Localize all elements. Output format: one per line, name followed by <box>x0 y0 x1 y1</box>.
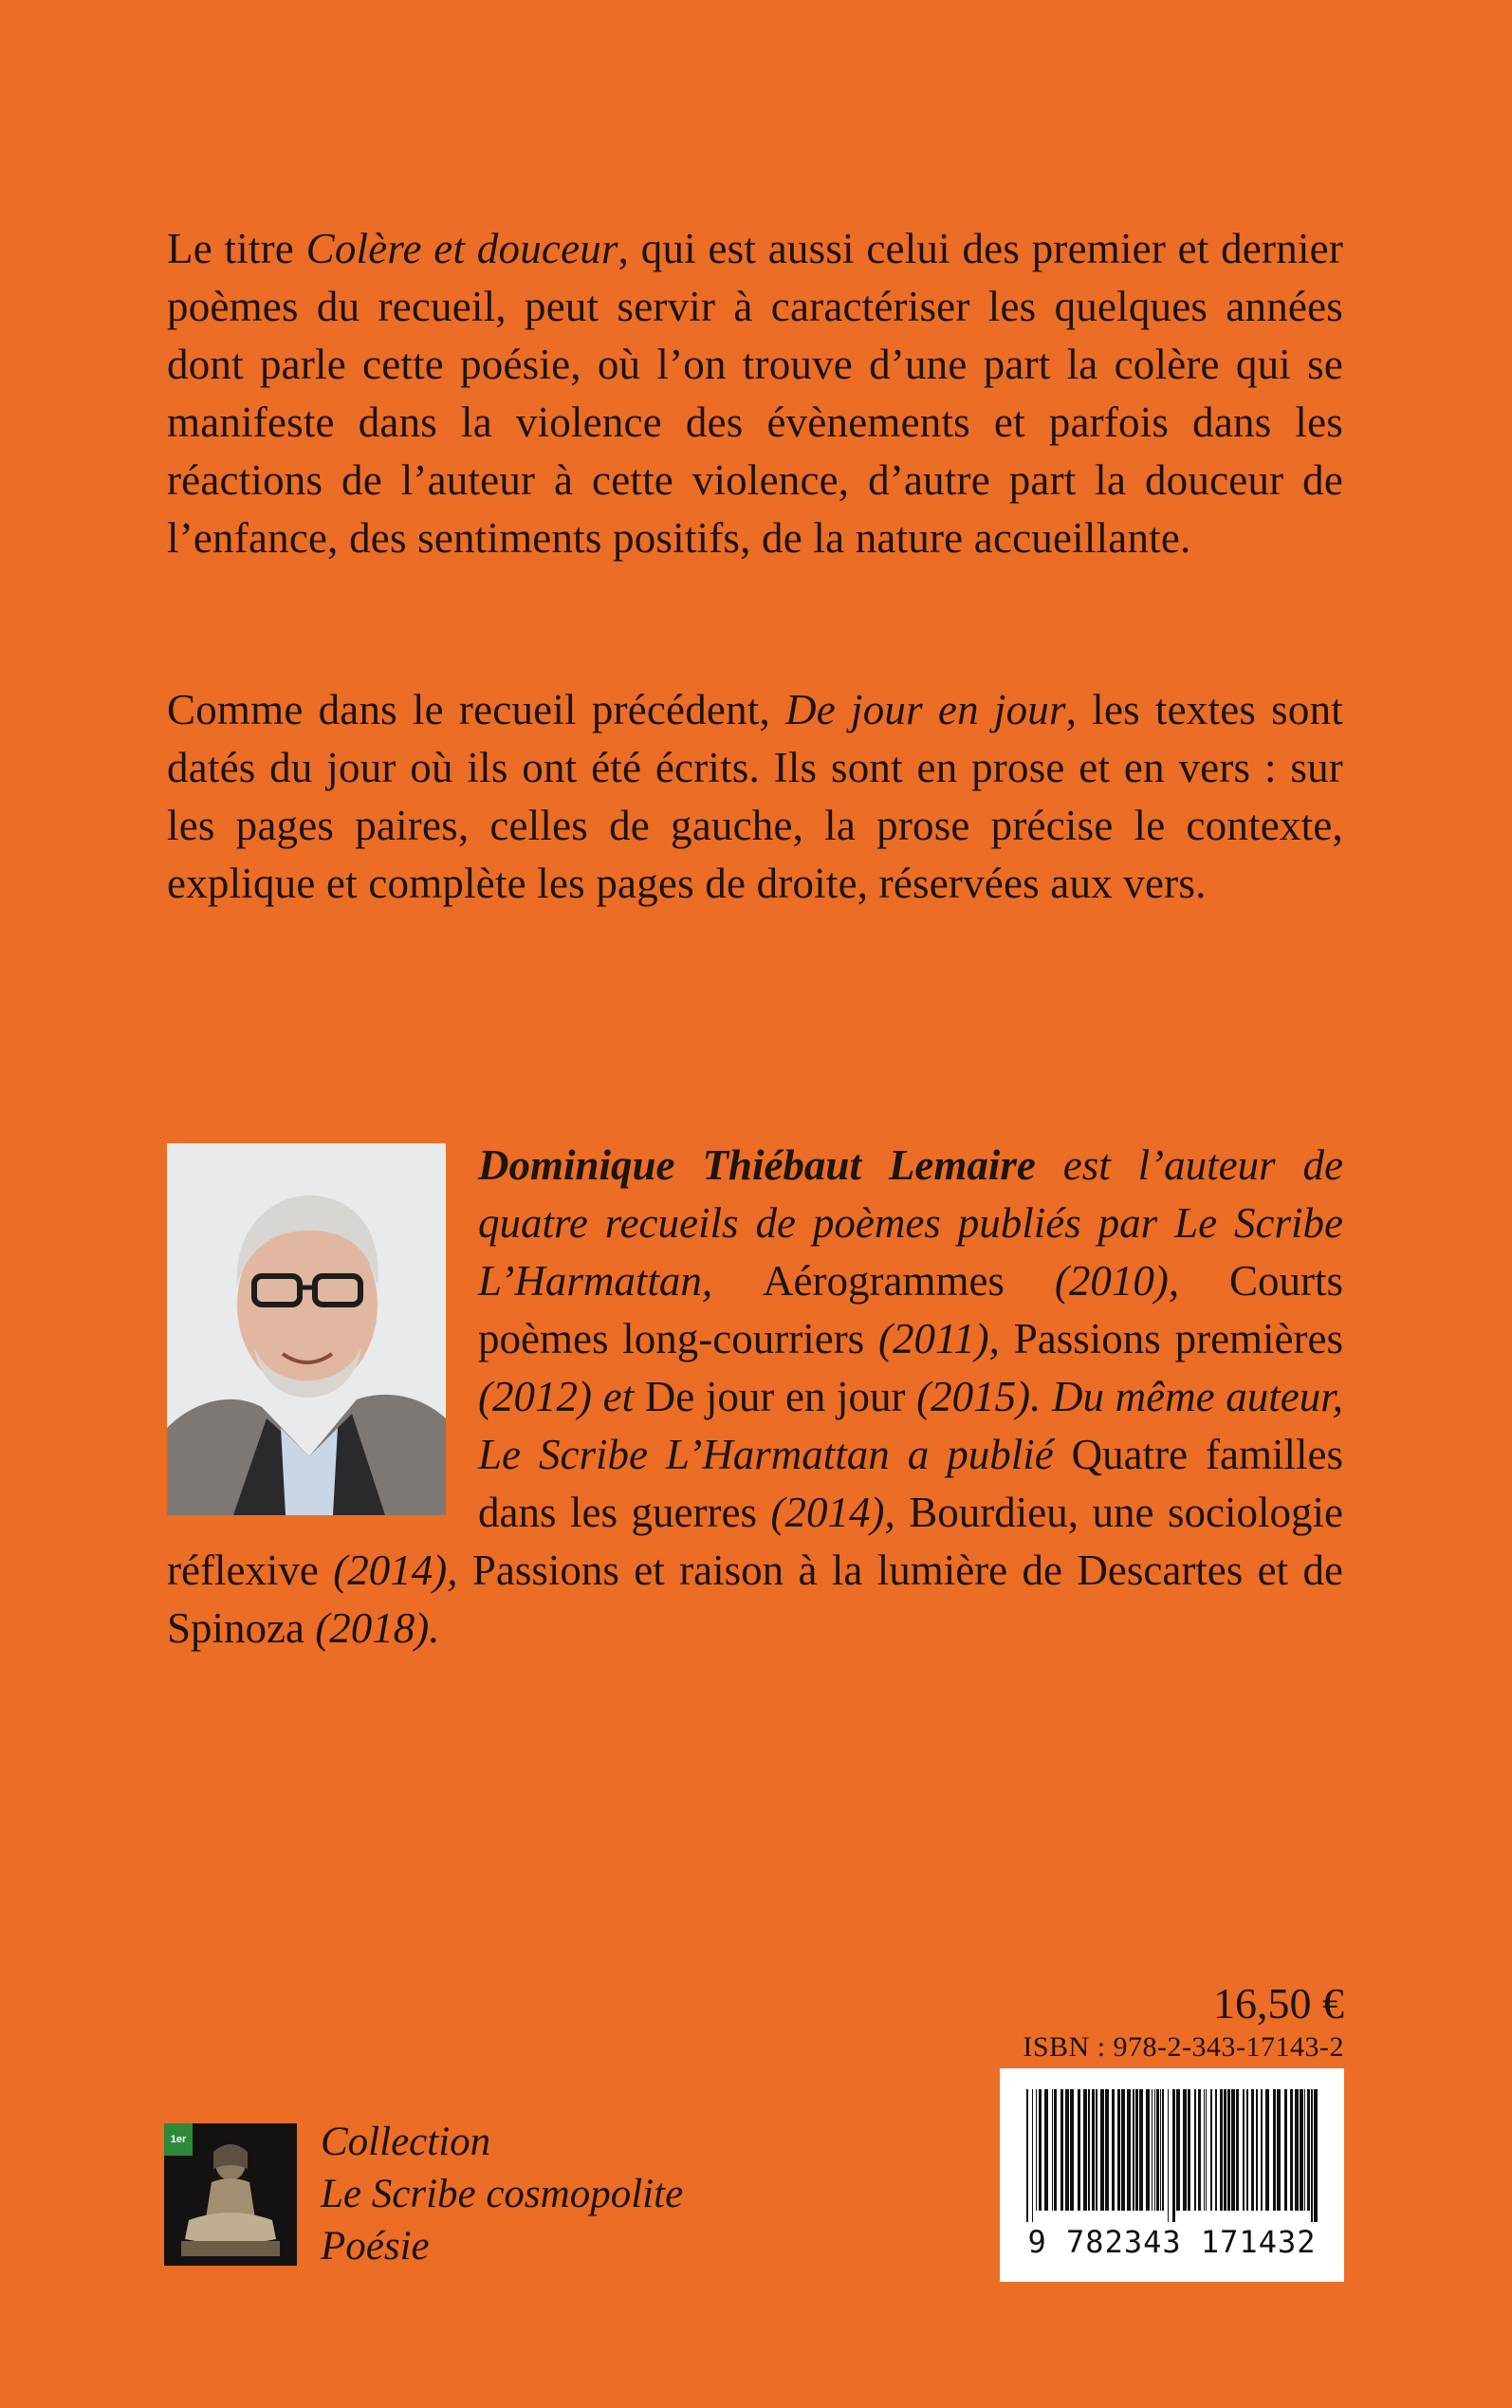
price: 16,50 € <box>1213 1979 1344 2028</box>
collection-name: Le Scribe cosmopolite <box>321 2172 684 2216</box>
blurb-paragraph-2: Comme dans le recueil précédent, De jour en jour, les textes sont datés du jour où ils ont été écrits. Ils sont en prose et en vers : sur les pages paires, celles de gauche, la prose précise le contexte, explique et complète les pages de droite, réservées aux vers. <box>167 686 1343 907</box>
barcode-number: 9 782343 171432 <box>1027 2224 1317 2260</box>
book-title-colere-et-douceur: Colère et douceur <box>305 225 618 272</box>
isbn: ISBN : 978-2-343-17143-2 <box>1023 2031 1344 2063</box>
barcode <box>1000 2068 1344 2282</box>
logo-badge: 1er <box>164 2123 193 2156</box>
collection-genre: Poésie <box>321 2224 430 2269</box>
barcode-bars-icon <box>1021 2089 1322 2222</box>
author-name: Dominique Thiébaut Lemaire <box>478 1141 1036 1189</box>
blurb-paragraph-1: Le titre Colère et douceur, qui est aussi celui des premier et dernier poèmes du recueil, peut servir à caractériser les quelques années dont parle cette poésie, où l’on trouve d’une part la colère qui se manifeste dans la violence des évènements et parfois dans les réactions de l’auteur à cette violence, d’autre part la douceur de l’enfance, des sentiments positifs, de la nature accueillante. <box>167 225 1344 562</box>
book-title-de-jour-en-jour: De jour en jour <box>785 686 1066 733</box>
collection-label: Collection <box>321 2120 491 2164</box>
publisher-logo <box>164 2123 297 2266</box>
collection-info <box>321 2116 683 2272</box>
author-bio: Dominique Thiébaut Lemaire est l’auteur de quatre recueils de poèmes publiés par Le Scribe L’Harmattan, Aérogrammes (2010), Courts poèmes long-courriers (2011), Passions premières (2012) et De jour en jour (2015). Du même auteur, Le Scribe L’Harmattan a publié Quatre familles dans les guerres (2014), Bourdieu, une sociologie réflexive (2014), Passions et raison à la lumière de Descartes et de Spinoza (2018). <box>167 1141 1343 1652</box>
